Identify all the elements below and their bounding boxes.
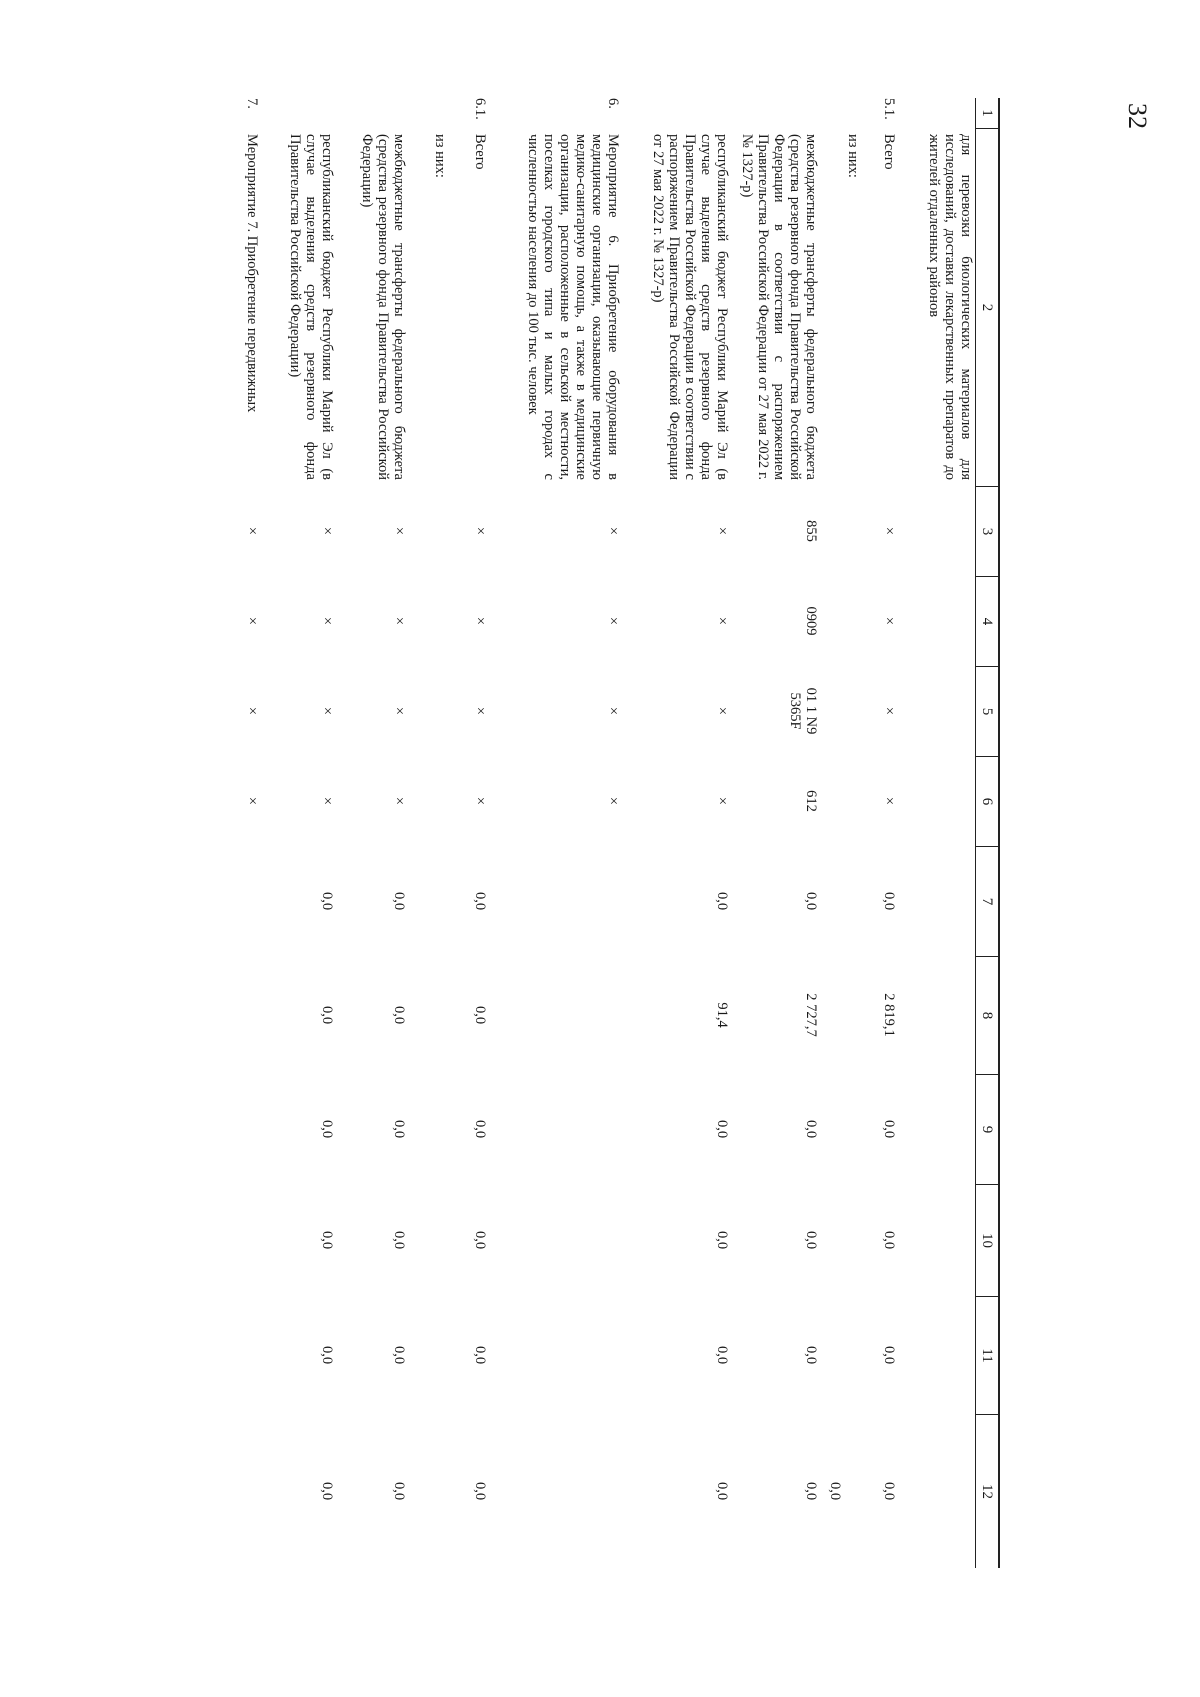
row-description: республиканский бюджет Республики Марий Эл (в случае выделения средств резервного фонда Правительства Российской Федерации в соответствии с распоряжением Правительства Российской Федерации от 27 мая 2022 г. № 1327-р)	[650, 134, 730, 480]
cell-col-12: 0,0	[319, 1481, 335, 1501]
cell-col-10: 0,0	[803, 1230, 819, 1250]
cell-col-8: 91,4	[714, 1002, 730, 1028]
cell-col-12: 0,0	[803, 1481, 819, 1501]
cell-col-3: ×	[605, 526, 621, 536]
cell-col-11: 0,0	[803, 1345, 819, 1365]
row-description: межбюджетные трансферты федерального бюджета (средства резервного фонда Правительства Российской Федерации в соответствии с распоряжением Правительства Российской Федерации от 27 мая 2022 г. № 1327-р)	[739, 134, 819, 480]
cell-col-6: ×	[244, 796, 260, 806]
row-number: 6.	[605, 98, 621, 109]
cell-col-3: ×	[319, 526, 335, 536]
cell-col-8: 0,0	[472, 1005, 488, 1025]
cell-col-12: 0,0	[391, 1481, 407, 1501]
cell-col-11: 0,0	[881, 1345, 897, 1365]
cell-col-4: ×	[391, 616, 407, 626]
cell-col-5: ×	[244, 706, 260, 716]
cell-col-6: ×	[714, 796, 730, 806]
row-number: 6.1.	[472, 98, 488, 120]
cell-col-8: 0,0	[391, 1005, 407, 1025]
cell-col-11: 0,0	[472, 1345, 488, 1365]
cell-col-12: 0,0	[714, 1481, 730, 1501]
column-header-4: 4	[976, 576, 998, 666]
row-description: из них:	[845, 134, 861, 178]
cell-col-4: ×	[605, 616, 621, 626]
row-description: из них:	[432, 134, 448, 178]
cell-col-7: 0,0	[714, 891, 730, 911]
row-number: 5.1.	[881, 98, 897, 120]
column-header-10: 10	[976, 1184, 998, 1296]
cell-col-8: 2 727,7	[803, 993, 819, 1037]
cell-col-4: ×	[881, 616, 897, 626]
cell-col-6: ×	[391, 796, 407, 806]
cell-col-5: ×	[714, 706, 730, 716]
cell-col-3: ×	[714, 526, 730, 536]
cell-col-5: ×	[319, 706, 335, 716]
row-description: республиканский бюджет Республики Марий Эл (в случае выделения средств резервного фонда Правительства Российской Федерации)	[287, 134, 335, 480]
cell-col-9: 0,0	[391, 1119, 407, 1139]
cell-col-10: 0,0	[319, 1230, 335, 1250]
cell-col-4: ×	[714, 616, 730, 626]
rotated-table-container	[180, 98, 1000, 1568]
row-description: Всего	[881, 134, 897, 170]
cell-col-9: 0,0	[319, 1119, 335, 1139]
cell-col-9: 0,0	[881, 1119, 897, 1139]
column-header-3: 3	[976, 486, 998, 576]
cell-col-6: ×	[319, 796, 335, 806]
column-header-1: 1	[979, 109, 995, 117]
column-header-5: 5	[976, 666, 998, 756]
cell-col-12: 0,0	[881, 1481, 897, 1501]
cell-col-8: 0,0	[319, 1005, 335, 1025]
cell-col-3: ×	[244, 526, 260, 536]
cell-col-9: 0,0	[714, 1119, 730, 1139]
cell-col-4: ×	[319, 616, 335, 626]
cell-col-7: 0,0	[881, 891, 897, 911]
row-description: Мероприятие 7. Приобретение передвижных	[244, 134, 260, 413]
row-description: для перевозки биологических материалов для исследований, доставки лекарственных препаратов до жителей отдаленных районов	[926, 134, 974, 480]
cell-col-3: ×	[881, 526, 897, 536]
cell-col-4: ×	[244, 616, 260, 626]
cell-col-6: ×	[605, 796, 621, 806]
cell-col-9: 0,0	[803, 1119, 819, 1139]
row-number: 7.	[244, 98, 260, 109]
cell-col-4: 0909	[803, 606, 819, 636]
cell-col-10: 0,0	[714, 1230, 730, 1250]
cell-col-3: ×	[391, 526, 407, 536]
cell-col-10: 0,0	[881, 1230, 897, 1250]
cell-col-4: ×	[472, 616, 488, 626]
column-header-row	[975, 98, 1000, 1568]
cell-col-3: 855	[803, 520, 819, 542]
row-description: Мероприятие 6. Приобретение оборудования в медицинские организации, оказывающие первичную медико-санитарную помощь, а также в медицинские организации, расположенные в сельской местности, поселках городского типа и малых городах с численностью населения до 100 тыс. человек	[525, 134, 621, 480]
cell-col-12: 0,0	[472, 1481, 488, 1501]
cell-col-5: ×	[391, 706, 407, 716]
column-header-2: 2	[976, 128, 998, 486]
column-header-9: 9	[976, 1074, 998, 1184]
cell-col-11: 0,0	[319, 1345, 335, 1365]
column-header-11: 11	[976, 1296, 998, 1414]
column-header-6: 6	[976, 756, 998, 846]
cell-col-11: 0,0	[391, 1345, 407, 1365]
cell-col-5: ×	[472, 706, 488, 716]
budget-table	[180, 98, 1000, 1568]
cell-col-5: 01 1 N9 5365F	[787, 687, 819, 735]
column-header-12: 12	[976, 1414, 998, 1568]
cell-col-9: 0,0	[472, 1119, 488, 1139]
cell-col-7: 0,0	[391, 891, 407, 911]
cell-col-10: 0,0	[472, 1230, 488, 1250]
page-number: 32	[1123, 103, 1152, 129]
cell-col-12: 0,0	[827, 1481, 843, 1501]
column-header-8: 8	[976, 956, 998, 1074]
cell-col-3: ×	[472, 526, 488, 536]
cell-col-10: 0,0	[391, 1230, 407, 1250]
cell-col-6: ×	[881, 796, 897, 806]
cell-col-7: 0,0	[472, 891, 488, 911]
cell-col-11: 0,0	[714, 1345, 730, 1365]
row-description: межбюджетные трансферты федерального бюджета (средства резервного фонда Правительства Российской Федерации)	[359, 134, 407, 480]
cell-col-6: 612	[803, 790, 819, 812]
cell-col-8: 2 819,1	[881, 993, 897, 1037]
cell-col-6: ×	[472, 796, 488, 806]
row-description: Всего	[472, 134, 488, 170]
cell-col-5: ×	[881, 706, 897, 716]
cell-col-7: 0,0	[803, 891, 819, 911]
cell-col-7: 0,0	[319, 891, 335, 911]
cell-col-5: ×	[605, 706, 621, 716]
column-header-7: 7	[976, 846, 998, 956]
